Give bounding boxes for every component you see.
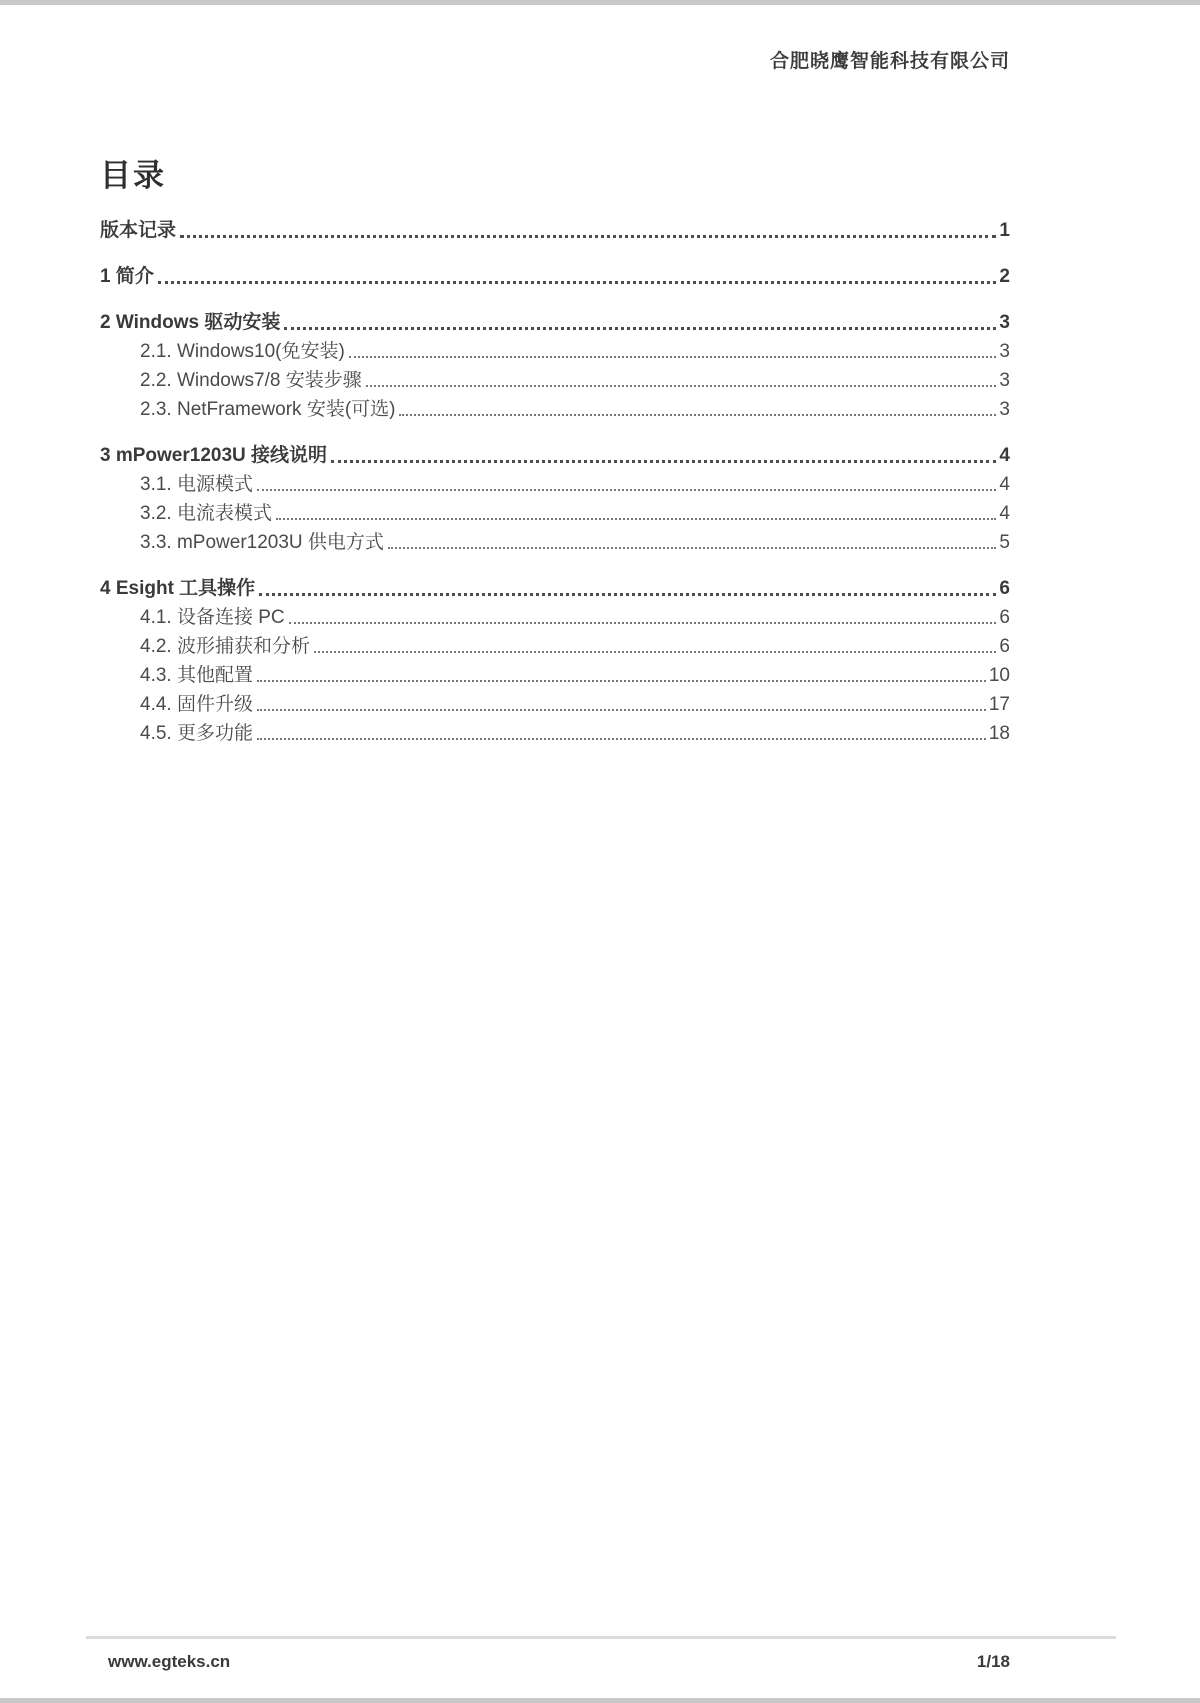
dot-leader (158, 281, 997, 284)
toc-entry-label: 版本记录 (100, 220, 177, 242)
dot-leader (257, 489, 996, 491)
toc-entry-page: 3 (999, 312, 1010, 334)
dot-leader (276, 518, 996, 520)
toc-entry-label: 4 Esight 工具操作 (100, 578, 256, 600)
toc-entry-label: 3.3. mPower1203U 供电方式 (140, 532, 384, 554)
toc-entry-label: 4.4. 固件升级 (140, 694, 253, 716)
dot-leader (257, 680, 986, 682)
toc-entry-page: 3 (999, 341, 1010, 363)
dot-leader (366, 385, 997, 387)
toc-entry-page: 1 (999, 220, 1010, 242)
toc-entry[interactable] (100, 392, 1010, 421)
toc-entry-page: 5 (999, 532, 1010, 554)
page-top-edge (0, 0, 1200, 5)
toc-entry-label: 4.2. 波形捕获和分析 (140, 636, 310, 658)
header-company-name: 合肥晓鹰智能科技有限公司 (769, 51, 1010, 72)
toc-list (100, 213, 1010, 745)
toc-entry-label: 4.5. 更多功能 (140, 723, 253, 745)
toc-entry-page: 4 (999, 503, 1010, 525)
toc-entry-label: 2.3. NetFramework 安装(可选) (140, 399, 396, 421)
toc-entry-page: 3 (999, 370, 1010, 392)
dot-leader (399, 414, 996, 416)
toc-entry[interactable] (100, 438, 1010, 467)
footer-page-indicator: 1/18 (976, 1652, 1010, 1671)
toc-entry[interactable] (100, 259, 1010, 288)
footer-website-link[interactable]: www.egteks.cn (108, 1652, 231, 1671)
toc-entry-label: 3.1. 电源模式 (140, 474, 253, 496)
toc-entry-label: 2.2. Windows7/8 安装步骤 (140, 370, 362, 392)
toc-entry[interactable] (100, 629, 1010, 658)
toc-entry[interactable] (100, 716, 1010, 745)
toc-entry[interactable] (100, 571, 1010, 600)
toc-entry-label: 3.2. 电流表模式 (140, 503, 272, 525)
dot-leader (259, 593, 996, 596)
toc-entry-label: 2.1. Windows10(免安装) (140, 341, 345, 363)
toc-entry-page: 4 (999, 474, 1010, 496)
dot-leader (289, 622, 997, 624)
dot-leader (314, 651, 996, 653)
toc-entry[interactable] (100, 467, 1010, 496)
toc-entry[interactable] (100, 525, 1010, 554)
toc-entry-page: 2 (999, 266, 1010, 288)
toc-entry[interactable] (100, 600, 1010, 629)
toc-entry-label: 4.1. 设备连接 PC (140, 607, 285, 629)
toc-entry[interactable] (100, 496, 1010, 525)
toc-entry-page: 18 (988, 723, 1010, 745)
toc-entry[interactable] (100, 305, 1010, 334)
toc-entry-label: 4.3. 其他配置 (140, 665, 253, 687)
dot-leader (388, 547, 997, 549)
dot-leader (257, 738, 986, 740)
toc-entry-label: 3 mPower1203U 接线说明 (100, 445, 328, 467)
toc-entry-page: 6 (999, 578, 1010, 600)
toc-entry-page: 6 (999, 607, 1010, 629)
page-title: 目录 (100, 158, 166, 193)
toc-entry[interactable] (100, 658, 1010, 687)
toc-entry-page: 4 (999, 445, 1010, 467)
dot-leader (349, 356, 997, 358)
toc-entry-page: 17 (988, 694, 1010, 716)
toc-entry-label: 2 Windows 驱动安装 (100, 312, 281, 334)
toc-entry-page: 6 (999, 636, 1010, 658)
toc-entry-page: 3 (999, 399, 1010, 421)
footer (108, 1652, 1010, 1672)
toc-entry[interactable] (100, 213, 1010, 242)
dot-leader (284, 327, 996, 330)
dot-leader (331, 460, 996, 463)
toc-entry[interactable] (100, 334, 1010, 363)
dot-leader (180, 235, 996, 238)
toc-entry[interactable] (100, 363, 1010, 392)
toc-entry-label: 1 简介 (100, 266, 154, 288)
page-bottom-edge (0, 1698, 1200, 1703)
footer-divider (86, 1636, 1116, 1639)
dot-leader (257, 709, 986, 711)
toc-entry-page: 10 (988, 665, 1010, 687)
toc-entry[interactable] (100, 687, 1010, 716)
